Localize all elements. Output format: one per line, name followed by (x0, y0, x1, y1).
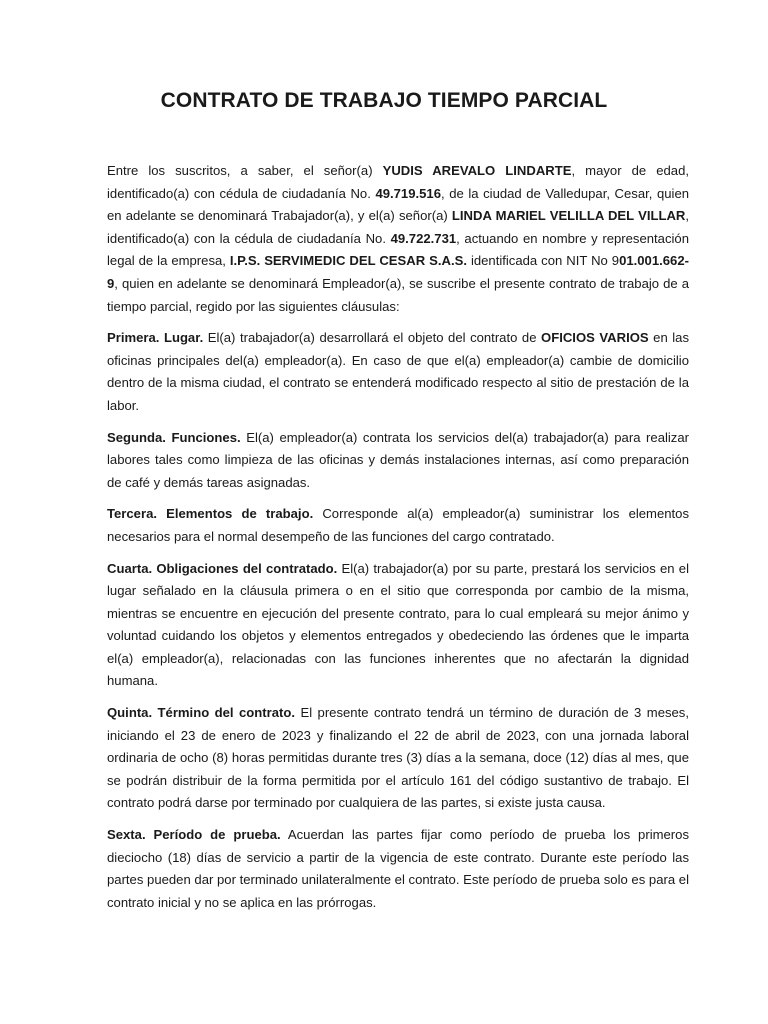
intro-text: Entre los suscritos, a saber, el señor(a) (107, 163, 383, 178)
clause-cuarta (107, 558, 689, 694)
employer-rep-id: 49.722.731 (390, 230, 457, 246)
worker-id: 49.719.516 (375, 185, 441, 201)
clause-quinta (107, 702, 689, 815)
clause-text: El presente contrato tendrá un término de duración de 3 meses, iniciando el 23 de enero de 2023 y finalizando el 22 de abril de 2023, con una jornada laboral ordinaria de ocho (8) horas permitidas durante tres (3) días a la semana, doce (12) días al mes, que se podrán distribuir de la forma permitida por el artículo 161 del código sustantivo de trabajo. El contrato podrá darse por terminado por cualquiera de las partes, si existe justa causa. (107, 705, 689, 811)
clause-text: Corresponde al(a) empleador(a) suministrar los elementos necesarios para el normal desempeño de las funciones del cargo contratado. (107, 506, 689, 544)
clause-text: El(a) trabajador(a) desarrollará el objeto del contrato de (203, 330, 542, 346)
intro-text: , identificado(a) con la cédula de ciudadanía No. (107, 208, 690, 246)
intro-paragraph (107, 160, 689, 318)
clause-text: El(a) empleador(a) contrata los servicios del(a) trabajador(a) para realizar labores tales como limpieza de las oficinas y demás instalaciones internas, así como preparación de café y demás tareas asignadas. (107, 429, 689, 490)
clause-segunda (107, 427, 689, 495)
intro-text: identificada con NIT No 9 (466, 253, 620, 269)
intro-text: , quien en adelante se denominará Empleador(a), se suscribe el presente contrato de trabajo de a tiempo parcial, regido por las siguientes cláusulas: (107, 275, 689, 314)
intro-text: , actuando en nombre y representación legal de la empresa, (107, 230, 689, 269)
clause-heading: Primera. Lugar. (107, 330, 204, 346)
company-name: I.P.S. SERVIMEDIC DEL CESAR S.A.S. (229, 253, 467, 269)
clause-heading: Quinta. Término del contrato. (107, 705, 296, 721)
clause-text: en las oficinas principales del(a) empleador(a). En caso de que el(a) empleador(a) cambie de domicilio dentro de la misma ciudad, el contrato se entenderá modificado respecto al sitio de prestación de la labor. (107, 330, 690, 413)
worker-name: YUDIS AREVALO LINDARTE (382, 163, 572, 178)
clause-tercera (107, 503, 689, 548)
clause-heading: Segunda. Funciones. (107, 429, 241, 445)
clause-primera (107, 327, 689, 417)
job-title: OFICIOS VARIOS (541, 330, 649, 346)
clause-heading: Sexta. Período de prueba. (107, 827, 281, 843)
clause-sexta (107, 824, 689, 914)
clause-text: Acuerdan las partes fijar como período de prueba los primeros dieciocho (18) días de servicio a partir de la vigencia de este contrato. Durante este período las partes pueden dar por terminado unilateralmente el contrato. Este período de prueba solo es para el contrato inicial y no se aplica en las prórrogas. (107, 827, 689, 910)
document-title: CONTRATO DE TRABAJO TIEMPO PARCIAL (160, 89, 608, 112)
clause-text: El(a) trabajador(a) por su parte, prestará los servicios en el lugar señalado en la cláusula primera o en el sitio que corresponda por cambio de la misma, mientras se encuentre en ejecución del presente contrato, para lo cual empleará su mejor ánimo y voluntad cuidando los objetos y elementos entregados y obedeciendo las órdenes que le imparta el(a) empleador(a), relacionadas con las funciones inherentes que no afectarán la dignidad humana. (107, 560, 689, 689)
clause-heading: Cuarta. Obligaciones del contratado. (107, 560, 338, 576)
clause-heading: Tercera. Elementos de trabajo. (107, 506, 314, 522)
intro-text: , de la ciudad de Valledupar, Cesar, quien en adelante se denominará Trabajador(a), y el(a) señor(a) (107, 185, 690, 224)
intro-text: , mayor de edad, identificado(a) con cédula de ciudadanía No. (107, 163, 689, 201)
employer-rep-name: LINDA MARIEL VELILLA DEL VILLAR (451, 208, 686, 224)
document-body (107, 160, 689, 923)
company-nit: 01.001.662-9 (107, 253, 689, 291)
